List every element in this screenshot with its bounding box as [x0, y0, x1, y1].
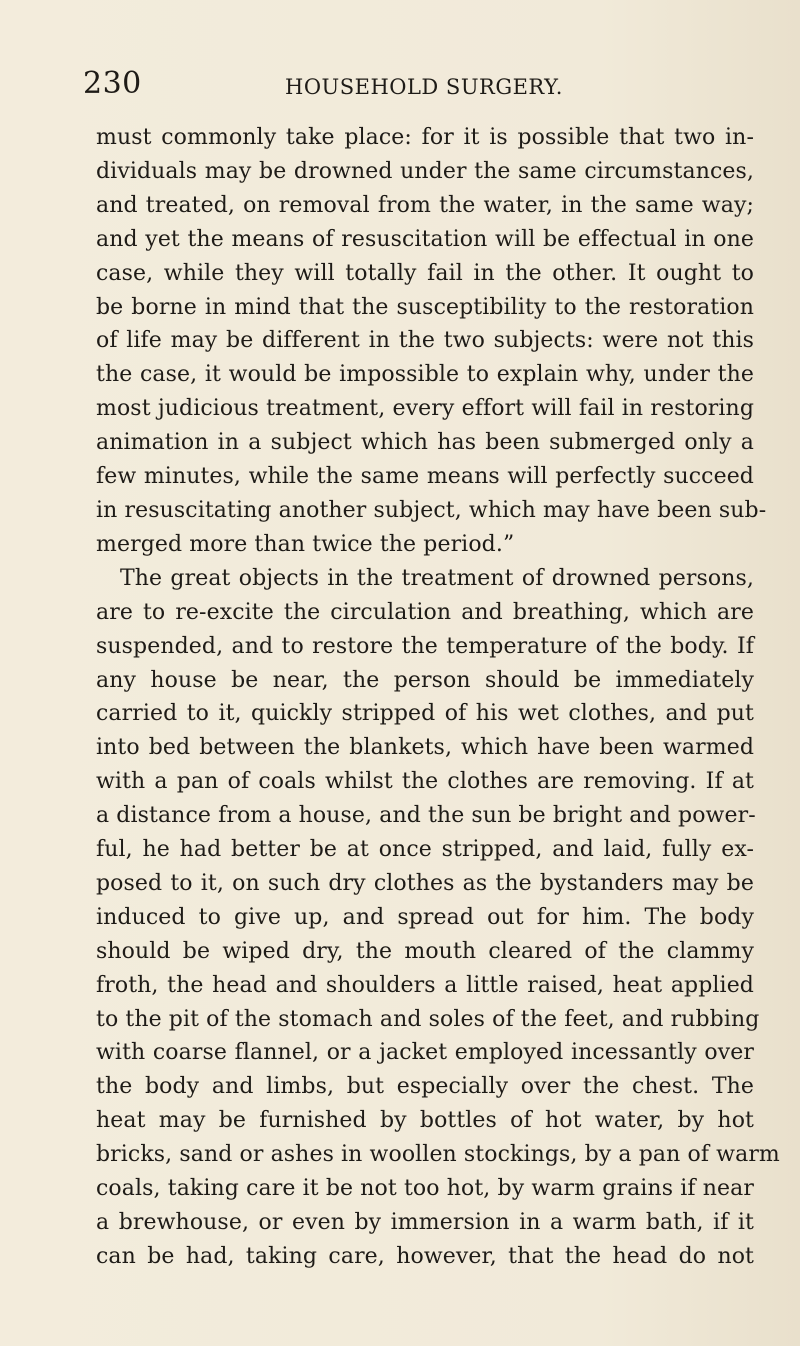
- page-number: 230: [83, 66, 142, 101]
- text-line: ful, he had better be at once stripped, and laid, fully ex-: [96, 837, 754, 863]
- text-line: animation in a subject which has been submerged only a: [96, 430, 754, 456]
- text-line: to the pit of the stomach and soles of the feet, and rubbing: [96, 1006, 760, 1032]
- text-line: a brewhouse, or even by immersion in a warm bath, if it: [96, 1210, 754, 1235]
- text-line: The great objects in the treatment of drowned persons,: [120, 565, 754, 591]
- text-line: merged more than twice the period.”: [96, 531, 515, 557]
- text-line: bricks, sand or ashes in woollen stockings, by a pan of warm: [96, 1142, 780, 1168]
- text-line: few minutes, while the same means will perfectly succeed: [96, 464, 754, 490]
- text-line: must commonly take place: for it is possible that two in-: [96, 125, 754, 150]
- text-line: can be had, taking care, however, that the head do not: [96, 1243, 754, 1269]
- text-line: coals, taking care it be not too hot, by warm grains if near: [96, 1176, 754, 1202]
- text-line: suspended, and to restore the temperature of the body. If: [96, 633, 754, 659]
- text-line: case, while they will totally fail in the other. It ought to: [96, 260, 754, 286]
- text-line: posed to it, on such dry clothes as the bystanders may be: [96, 870, 754, 896]
- running-title: HOUSEHOLD SURGERY.: [285, 75, 563, 99]
- running-head: [83, 66, 743, 106]
- text-line: into bed between the blankets, which have been warmed: [96, 735, 754, 761]
- text-line: in resuscitating another subject, which may have been sub-: [96, 497, 767, 523]
- text-line: most judicious treatment, every effort will fail in restoring: [96, 396, 754, 422]
- text-line: with a pan of coals whilst the clothes are removing. If at: [96, 769, 754, 795]
- text-line: be borne in mind that the susceptibility to the restoration: [96, 294, 754, 320]
- text-line: induced to give up, and spread out for him. The body: [96, 904, 754, 930]
- text-line: with coarse flannel, or a jacket employed incessantly over: [96, 1040, 754, 1066]
- text-line: of life may be different in the two subjects: were not this: [96, 328, 754, 354]
- text-line: any house be near, the person should be immediately: [96, 667, 754, 693]
- text-line: should be wiped dry, the mouth cleared of the clammy: [96, 938, 754, 964]
- text-line: the case, it would be impossible to explain why, under the: [96, 362, 754, 388]
- text-line: are to re-excite the circulation and breathing, which are: [96, 599, 754, 625]
- text-line: and treated, on removal from the water, in the same way;: [96, 192, 754, 218]
- text-line: and yet the means of resuscitation will be effectual in one: [96, 226, 754, 252]
- text-line: the body and limbs, but especially over the chest. The: [96, 1074, 754, 1100]
- text-line: froth, the head and shoulders a little raised, heat applied: [96, 972, 754, 998]
- text-line: carried to it, quickly stripped of his wet clothes, and put: [96, 701, 754, 727]
- body-text: [96, 121, 780, 1274]
- text-line: heat may be furnished by bottles of hot water, by hot: [96, 1108, 754, 1134]
- text-line: a distance from a house, and the sun be bright and power-: [96, 803, 756, 829]
- text-line: dividuals may be drowned under the same circumstances,: [96, 158, 754, 184]
